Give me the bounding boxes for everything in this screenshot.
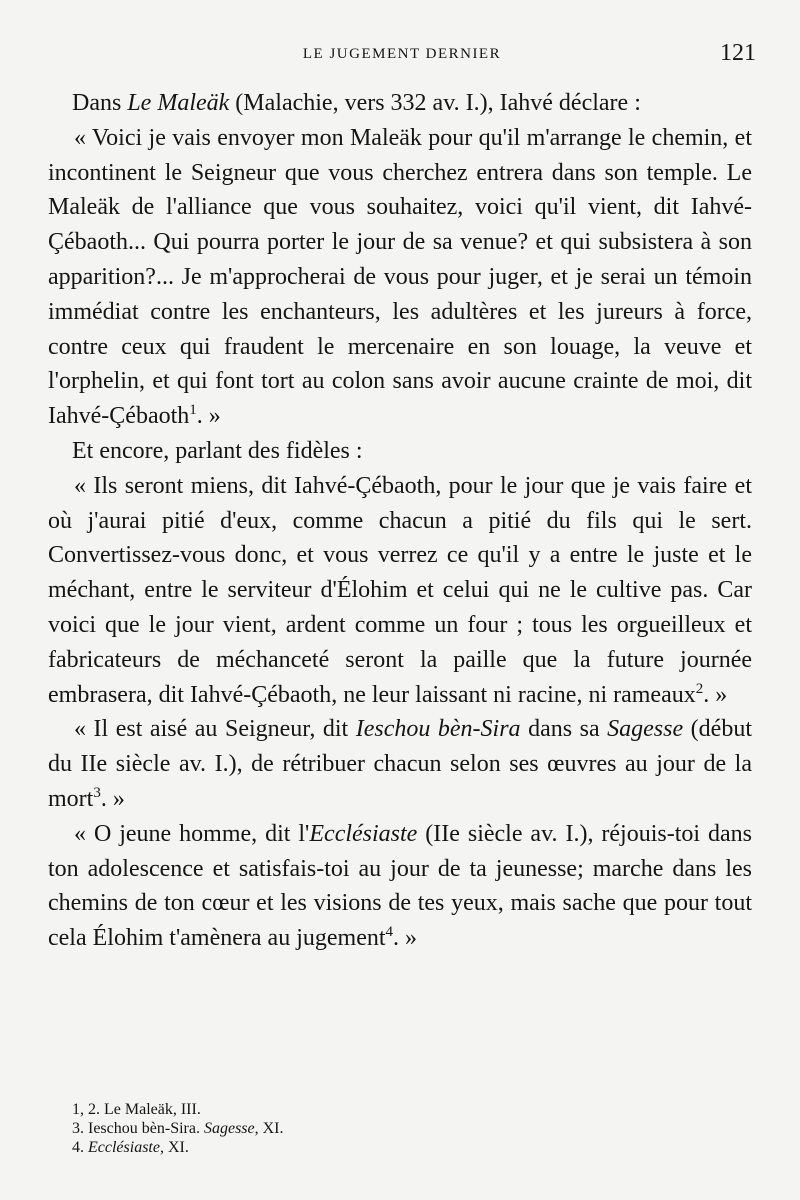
author-name: Ieschou bèn-Sira bbox=[355, 716, 521, 743]
text-run: . » bbox=[393, 925, 418, 952]
paragraph-transition bbox=[48, 434, 752, 469]
footnote-3 bbox=[72, 1119, 732, 1138]
text-run: (début du IIe siècle av. I.), de rétribuer chacun selon ses œuvres au jour de la mort bbox=[48, 716, 752, 812]
text-run: dans sa bbox=[520, 716, 608, 743]
page-number: 121 bbox=[720, 40, 756, 66]
footnote-text: 4. bbox=[72, 1139, 88, 1156]
paragraph-quote-fideles bbox=[48, 469, 752, 713]
paragraph-quote-sira bbox=[48, 712, 752, 816]
paragraph-intro bbox=[48, 86, 752, 121]
text-run: « Voici je vais envoyer mon Maleäk pour qu'il m'arrange le chemin, et incontinent le Seigneur que vous cherchez entrera dans son temple. Le Maleäk de l'alliance que vous souhaitez, voici qu'il vient, dit Iahvé-Çébaoth... Qui pourra porter le jour de sa venue? et qui subsistera à son apparition?... Je m'approcherai de vous pour juger, et je serai un témoin immédiat contre les enchanteurs, les adultères et les jureurs à force, contre ceux qui fraudent le mercenaire en son louage, la veuve et l'orphelin, et qui font tort au colon sans avoir aucune crainte de moi, dit Iahvé-Çébaoth bbox=[48, 124, 752, 430]
book-title: Le Maleäk bbox=[127, 90, 230, 116]
main-text bbox=[48, 86, 752, 956]
footnote-4 bbox=[72, 1138, 732, 1157]
footnote-text: , XI. bbox=[254, 1120, 284, 1137]
footnote-ref: 3 bbox=[93, 784, 101, 801]
footnote-1-2 bbox=[72, 1100, 732, 1119]
text-run: (IIe siècle av. I.), réjouis-toi dans ton adolescence et satisfais-toi au jour de ta jeunesse; marche dans les chemins de ton cœur et les visions de tes yeux, mais sache que pour tout cela Élohim t'amènera au jugement bbox=[48, 820, 753, 952]
text-run: Dans bbox=[72, 90, 128, 116]
paragraph-quote-malachie bbox=[48, 121, 752, 434]
text-run: « Ils seront miens, dit Iahvé-Çébaoth, pour le jour que je vais faire et où j'aurai pitié d'eux, comme chacun a pitié du fils qui le sert. Convertissez-vous donc, et vous verrez ce qu'il y a entre le juste et le méchant, entre le serviteur d'Élohim et celui qui ne le cultive pas. Car voici que le jour vient, ardent comme un four ; tous les orgueilleux et fabricateurs de méchanceté seront la paille que la future journée embrasera, dit Iahvé-Çébaoth, ne leur laissant ni racine, ni rameaux bbox=[48, 472, 752, 708]
text-run: . » bbox=[196, 403, 221, 430]
book-title: Sagesse bbox=[607, 716, 684, 743]
book-title: Ecclésiaste bbox=[309, 820, 418, 847]
footnote-ref: 4 bbox=[385, 924, 394, 941]
text-run: « O jeune homme, dit l' bbox=[74, 820, 310, 847]
text-run: . » bbox=[703, 681, 728, 708]
paragraph-quote-ecclesiaste bbox=[48, 817, 752, 956]
running-title: LE JUGEMENT DERNIER bbox=[302, 46, 502, 62]
text-run: . » bbox=[100, 785, 125, 812]
text-run: Et encore, parlant des fidèles : bbox=[72, 437, 363, 464]
footnotes bbox=[72, 1100, 732, 1157]
footnote-text: 3. Ieschou bèn-Sira. bbox=[72, 1120, 204, 1137]
footnote-text: , XI. bbox=[159, 1139, 189, 1156]
footnote-ref: 1 bbox=[189, 402, 197, 419]
text-run: « Il est aisé au Seigneur, dit bbox=[74, 716, 356, 743]
footnote-ref: 2 bbox=[695, 680, 704, 697]
footnote-text: 1, 2. Le Maleäk, III. bbox=[72, 1101, 201, 1118]
text-run: (Malachie, vers 332 av. I.), Iahvé déclare : bbox=[229, 90, 641, 116]
footnote-book-title: Ecclésiaste bbox=[88, 1139, 160, 1156]
footnote-book-title: Sagesse bbox=[203, 1120, 255, 1137]
page-header bbox=[48, 40, 756, 74]
